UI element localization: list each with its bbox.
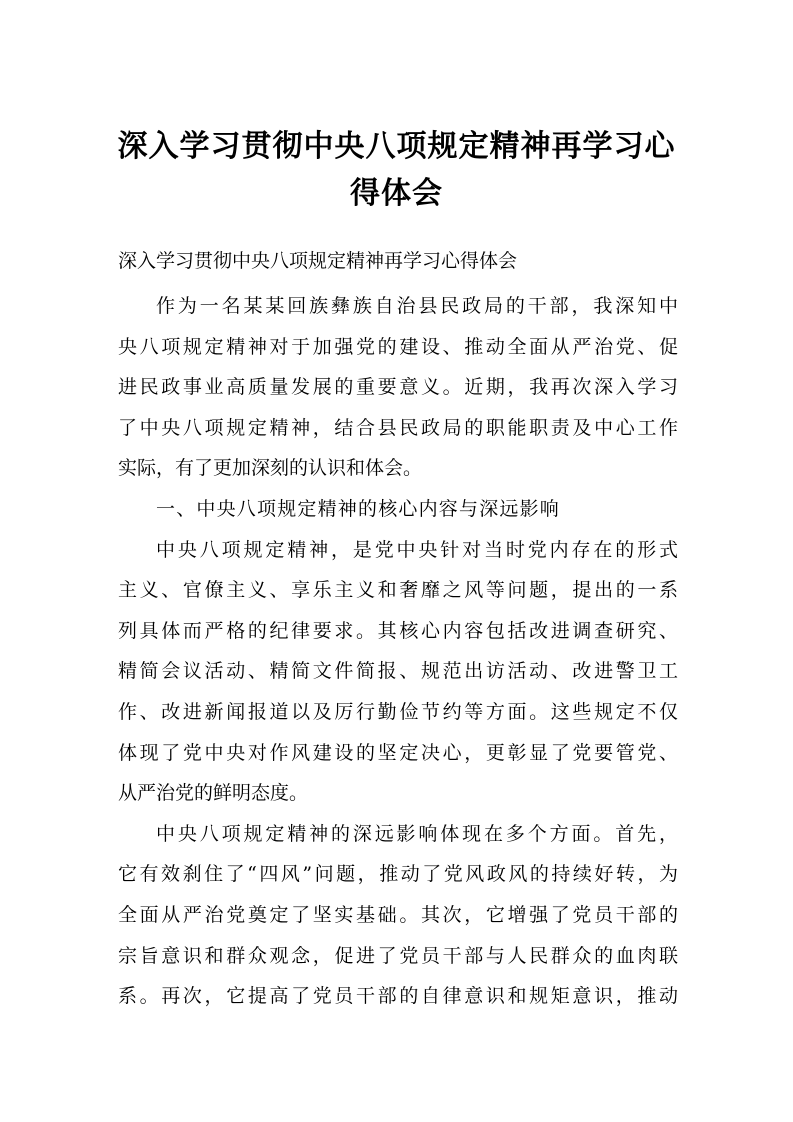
paragraph-line: 主义、官僚主义、享乐主义和奢靡之风等问题，提出的一系 xyxy=(118,579,678,602)
paragraph-line: 作为一名某某回族彝族自治县民政局的干部，我深知中 xyxy=(156,295,678,317)
paragraph-line: 宗旨意识和群众观念，促进了党员干部与人民群众的血肉联 xyxy=(118,944,678,967)
paragraph-line: 了中央八项规定精神，结合县民政局的职能职责及中心工作 xyxy=(118,416,678,439)
section-heading: 一、中央八项规定精神的核心内容与深远影响 xyxy=(156,497,561,520)
paragraph-1 xyxy=(118,286,678,489)
paragraph-line: 列具体而严格的纪律要求。其核心内容包括改进调查研究、 xyxy=(118,619,678,642)
paragraph-line: 精简会议活动、精简文件简报、规范出访活动、改进警卫工 xyxy=(118,660,678,683)
paragraph-line: 体现了党中央对作风建设的坚定决心，更彰显了党要管党、 xyxy=(118,741,678,764)
paragraph-2 xyxy=(118,530,678,814)
paragraph-line: 进民政事业高质量发展的重要意义。近期，我再次深入学习 xyxy=(118,376,678,399)
paragraph-line: 全面从严治党奠定了坚实基础。其次，它增强了党员干部的 xyxy=(118,903,678,926)
document-title-line2: 得体会 xyxy=(350,176,443,211)
paragraph-line: 系。再次，它提高了党员干部的自律意识和规矩意识，推动 xyxy=(118,985,678,1008)
paragraph-line: 中央八项规定精神的深远影响体现在多个方面。首先， xyxy=(156,822,678,845)
paragraph-line: 从严治党的鲜明态度。 xyxy=(118,782,309,805)
paragraph-line: 中央八项规定精神，是党中央针对当时党内存在的形式 xyxy=(156,538,678,561)
document-title-line1: 深入学习贯彻中央八项规定精神再学习心 xyxy=(117,129,676,164)
document-subtitle: 深入学习贯彻中央八项规定精神再学习心得体会 xyxy=(118,250,518,272)
paragraph-line: 实际，有了更加深刻的认识和体会。 xyxy=(118,457,423,480)
document-body xyxy=(118,286,678,1017)
paragraph-line: 它有效刹住了“四风”问题，推动了党风政风的持续好转，为 xyxy=(118,863,678,886)
paragraph-line: 央八项规定精神对于加强党的建设、推动全面从严治党、促 xyxy=(118,335,678,358)
paragraph-3 xyxy=(118,814,678,1017)
paragraph-line: 作、改进新闻报道以及厉行勤俭节约等方面。这些规定不仅 xyxy=(118,700,678,723)
